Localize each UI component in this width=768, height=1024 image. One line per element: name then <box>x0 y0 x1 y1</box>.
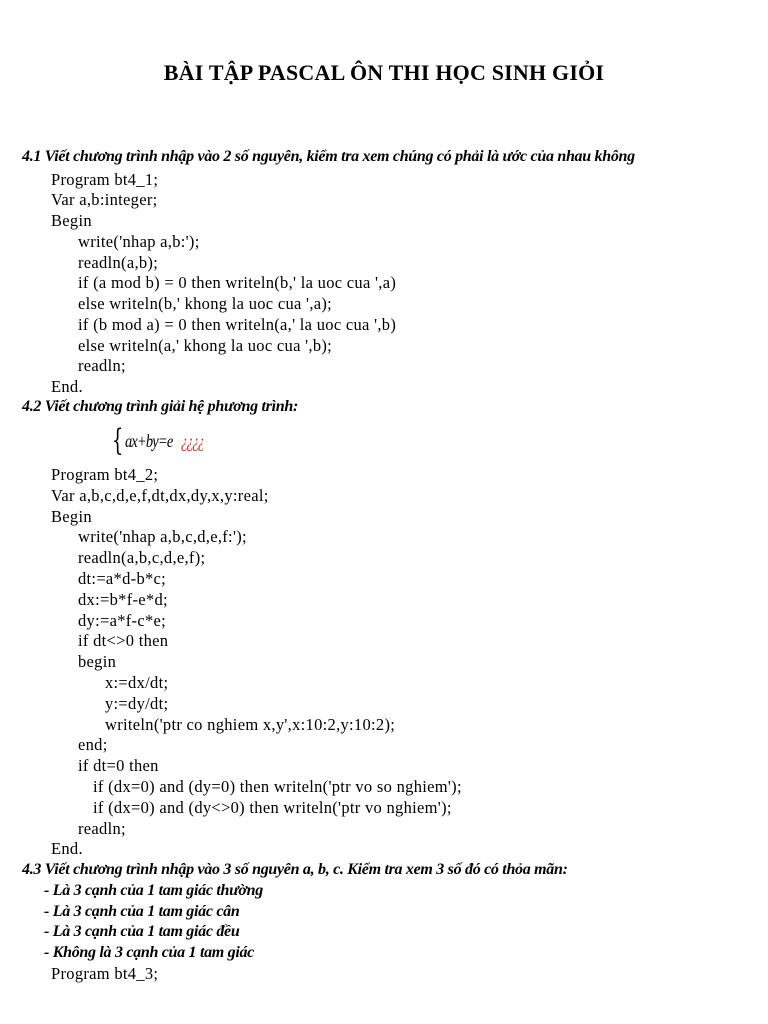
code-line: End. <box>51 377 83 396</box>
code-line: Program bt4_1; <box>51 170 159 189</box>
section-heading-4-1: 4.1 Viết chương trình nhập vào 2 số nguyên, kiểm tra xem chúng có phải là ước của nhau không <box>22 148 635 165</box>
list-item: - Không là 3 cạnh của 1 tam giác <box>44 944 254 961</box>
code-line: Begin <box>51 507 92 526</box>
code-line: if (b mod a) = 0 then writeln(a,' la uoc cua ',b) <box>78 315 397 334</box>
code-line: Program bt4_2; <box>51 465 159 484</box>
code-line: write('nhap a,b,c,d,e,f:'); <box>78 527 247 546</box>
code-line: if dt<>0 then <box>78 631 169 650</box>
brace-symbol: { <box>111 423 124 458</box>
code-line: End. <box>51 839 83 858</box>
code-line: Var a,b,c,d,e,f,dt,dx,dy,x,y:real; <box>51 486 269 505</box>
code-line: readln; <box>78 819 126 838</box>
list-item: - Là 3 cạnh của 1 tam giác đều <box>44 923 240 940</box>
section-heading-4-3: 4.3 Viết chương trình nhập vào 3 số nguyên a, b, c. Kiểm tra xem 3 số đó có thỏa mãn: <box>22 861 568 878</box>
code-line: dt:=a*d-b*c; <box>78 569 167 588</box>
code-line: begin <box>78 652 117 671</box>
code-line: dx:=b*f-e*d; <box>78 590 168 609</box>
code-line: if dt=0 then <box>78 756 159 775</box>
section-heading-4-2: 4.2 Viết chương trình giải hệ phương trình: <box>22 398 298 415</box>
document-title: BÀI TẬP PASCAL ÔN THI HỌC SINH GIỎI <box>163 60 605 85</box>
code-line: writeln('ptr co nghiem x,y',x:10:2,y:10:2); <box>105 715 396 734</box>
code-line: if (dx=0) and (dy<>0) then writeln('ptr vo nghiem'); <box>93 798 452 817</box>
code-line: Var a,b:integer; <box>51 190 158 209</box>
code-line: dy:=a*f-c*e; <box>78 611 167 630</box>
code-line: else writeln(a,' khong la uoc cua ',b); <box>78 336 333 355</box>
code-line: readln(a,b,c,d,e,f); <box>78 548 206 567</box>
list-item: - Là 3 cạnh của 1 tam giác cân <box>44 903 240 920</box>
code-line: end; <box>78 735 108 754</box>
code-line: y:=dy/dt; <box>105 694 169 713</box>
code-line: readln; <box>78 356 126 375</box>
code-line: if (a mod b) = 0 then writeln(b,' la uoc cua ',a) <box>78 273 397 292</box>
equation-broken-glyphs: ¿¿¿¿ <box>181 430 204 451</box>
code-line: if (dx=0) and (dy=0) then writeln('ptr vo so nghiem'); <box>93 777 462 796</box>
code-line: write('nhap a,b:'); <box>78 232 200 251</box>
code-line: else writeln(b,' khong la uoc cua ',a); <box>78 294 333 313</box>
code-line: x:=dx/dt; <box>105 673 169 692</box>
code-line: readln(a,b); <box>78 253 159 272</box>
list-item: - Là 3 cạnh của 1 tam giác thường <box>44 882 263 899</box>
equation-text: ax+by=e <box>125 430 173 451</box>
equation-system <box>108 424 206 458</box>
code-line: Begin <box>51 211 92 230</box>
code-line: Program bt4_3; <box>51 964 159 983</box>
